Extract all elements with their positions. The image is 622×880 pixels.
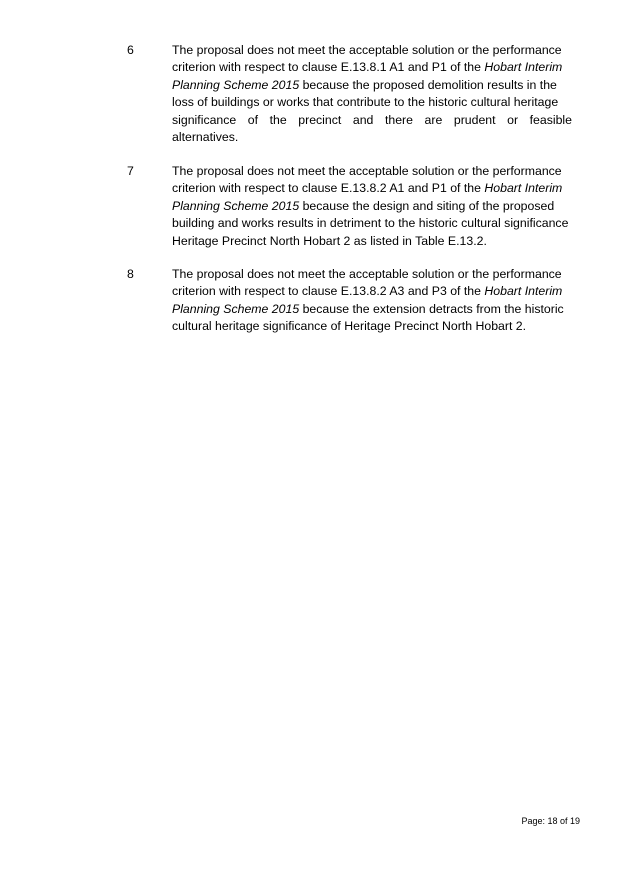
text-span: because the design and siting of the proposed [299,198,555,213]
text-line: building and works results in detriment to the historic cultural significance [172,216,569,231]
text-line: The proposal does not meet the acceptable solution or the performance [172,164,562,178]
text-span: criterion with respect to clause E.13.8.2 A3 and P3 of the [172,284,485,299]
text-span: because the extension detracts from the historic [299,301,564,316]
scheme-title: Planning Scheme 2015 [172,301,300,316]
item-number: 8 [127,267,134,281]
text-line: cultural heritage significance of Heritage Precinct North Hobart 2. [172,319,527,334]
text-line: alternatives. [172,130,239,145]
scheme-title: Hobart Interim [484,284,563,299]
text-line [172,283,572,300]
item-text [172,42,572,146]
text-line: loss of buildings or works that contribute to the historic cultural heritage [172,95,559,110]
text-line [172,198,572,215]
item-number: 6 [127,43,134,57]
item-number: 7 [127,164,134,178]
text-span: criterion with respect to clause E.13.8.2 A1 and P1 of the [172,181,485,196]
scheme-title: Hobart Interim [484,181,563,196]
text-line [172,77,572,94]
text-line [172,59,572,76]
scheme-title: Hobart Interim [484,60,563,75]
scheme-title: Planning Scheme 2015 [172,198,300,213]
text-line [172,180,572,197]
text-line: Heritage Precinct North Hobart 2 as listed in Table E.13.2. [172,233,487,248]
text-line [172,301,572,318]
item-text [172,266,572,336]
text-line: significance of the precinct and there are prudent or feasible [172,112,572,127]
page-number: Page: 18 of 19 [521,816,580,826]
item-text [172,163,572,250]
text-line: The proposal does not meet the acceptable solution or the performance [172,267,562,281]
scheme-title: Planning Scheme 2015 [172,77,300,92]
text-line: The proposal does not meet the acceptable solution or the performance [172,43,562,57]
text-span: criterion with respect to clause E.13.8.1 A1 and P1 of the [172,60,485,75]
text-span: because the proposed demolition results in the [299,77,557,92]
